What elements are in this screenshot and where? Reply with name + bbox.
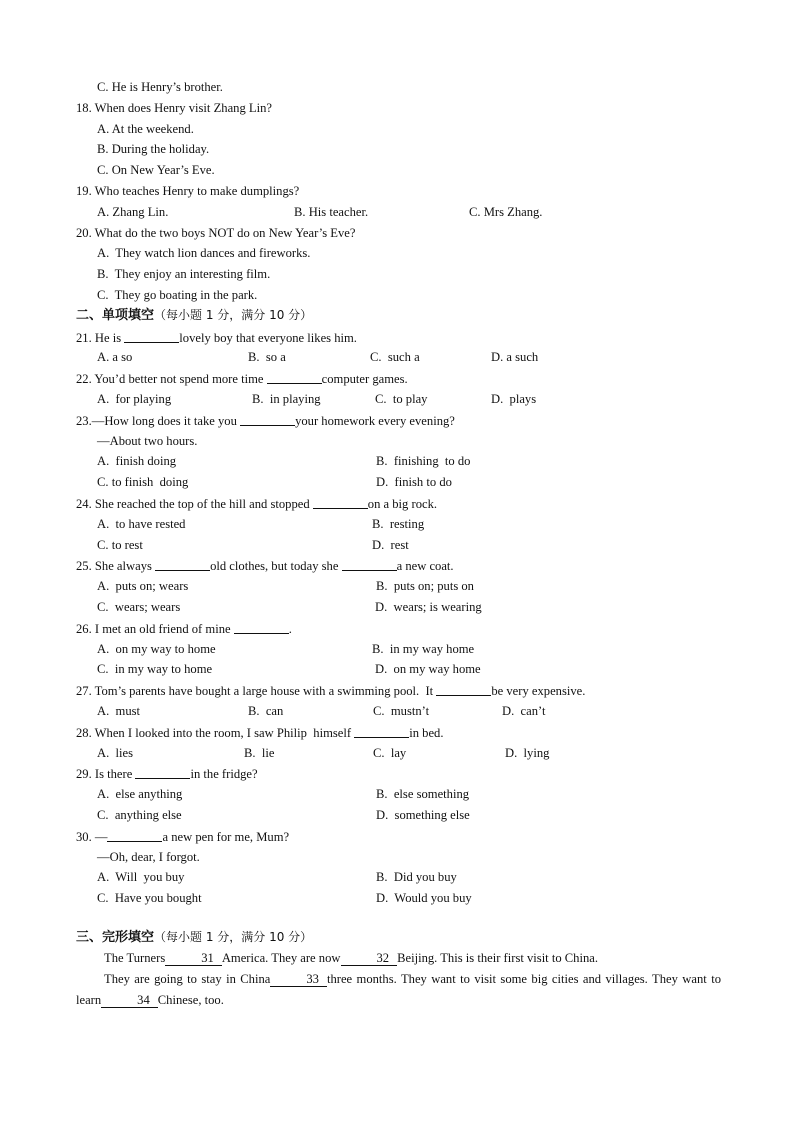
q29-stem — [76, 765, 258, 782]
q18-option-b: B. During the holiday. — [97, 142, 210, 156]
q21-stem — [76, 329, 357, 346]
q30-stem — [76, 828, 289, 845]
q18-option-c: C. On New Year’s Eve. — [97, 163, 215, 177]
q25-blank-1 — [155, 557, 210, 571]
q24-text-pre: 24. She reached the top of the hill and stopped — [76, 497, 313, 511]
q29-option-b: B. else something — [376, 787, 470, 801]
q25-blank-2 — [342, 557, 397, 571]
q21-option-d: D. a such — [491, 350, 539, 364]
q27-text-pre: 27. Tom’s parents have bought a large house with a swimming pool. It — [76, 684, 437, 698]
q21-text-post: lovely boy that everyone likes him. — [179, 331, 357, 345]
q30-option-b: B. Did you buy — [376, 870, 457, 884]
q23-option-d: D. finish to do — [376, 475, 452, 489]
section-2-note: （每小题 1 分，满分 10 分） — [154, 308, 313, 322]
q22-option-b: B. in playing — [252, 392, 321, 406]
q28-option-a: A. lies — [97, 746, 134, 760]
q25-text-mid: old clothes, but today she — [210, 559, 342, 573]
q27-option-a: A. must — [97, 704, 141, 718]
q26-stem — [76, 620, 292, 637]
q30-text-pre: 30. — — [76, 830, 108, 844]
q23-blank — [240, 412, 295, 426]
q25-text-pre: 25. She always — [76, 559, 156, 573]
section-3-heading — [76, 928, 312, 947]
q24-stem — [76, 495, 437, 512]
q28-option-b: B. lie — [244, 746, 275, 760]
q27-stem — [76, 682, 585, 699]
q22-option-d: D. plays — [491, 392, 537, 406]
passage-text: three months. They want to visit some big cities and villages. They want to learn — [76, 972, 721, 1007]
passage-text: The Turners — [104, 951, 166, 965]
q21-option-c: C. such a — [370, 350, 420, 364]
q23-text-pre: 23.—How long does it take you — [76, 414, 241, 428]
q26-blank — [234, 620, 289, 634]
q30-option-a: A. Will you buy — [97, 870, 185, 884]
cloze-blank-32: 32 — [341, 951, 398, 966]
q20-option-b: B. They enjoy an interesting film. — [97, 267, 271, 281]
q26-option-a: A. on my way to home — [97, 642, 216, 656]
q21-option-b: B. so a — [248, 350, 286, 364]
q26-option-d: D. on my way home — [375, 662, 481, 676]
q30-option-c: C. Have you bought — [97, 891, 202, 905]
q28-text-post: in bed. — [409, 726, 444, 740]
q23-option-b: B. finishing to do — [376, 454, 471, 468]
q24-option-c: C. to rest — [97, 538, 143, 552]
q25-option-a: A. puts on; wears — [97, 579, 189, 593]
q26-option-b: B. in my way home — [372, 642, 475, 656]
q21-text-pre: 21. He is — [76, 331, 125, 345]
q25-option-d: D. wears; is wearing — [375, 600, 482, 614]
q30-blank — [107, 828, 162, 842]
section-2-heading — [76, 306, 312, 325]
passage-text: They are going to stay in China — [104, 972, 271, 986]
q29-option-a: A. else anything — [97, 787, 183, 801]
cloze-blank-33: 33 — [270, 972, 327, 987]
q22-text-post: computer games. — [321, 372, 408, 386]
q22-option-a: A. for playing — [97, 392, 172, 406]
q29-text-pre: 29. Is there — [76, 767, 136, 781]
q20-option-a: A. They watch lion dances and fireworks. — [97, 246, 311, 260]
q24-option-d: D. rest — [372, 538, 409, 552]
q19-stem: 19. Who teaches Henry to make dumplings? — [76, 184, 300, 198]
q28-text-pre: 28. When I looked into the room, I saw Philip himself — [76, 726, 355, 740]
q26-text-post: . — [288, 622, 292, 636]
q29-blank — [135, 765, 190, 779]
q29-text-post: in the fridge? — [190, 767, 258, 781]
cloze-blank-34: 34 — [101, 993, 158, 1008]
q27-option-d: D. can’t — [502, 704, 546, 718]
q25-option-c: C. wears; wears — [97, 600, 181, 614]
q27-blank — [436, 682, 491, 696]
q25-option-b: B. puts on; puts on — [376, 579, 474, 593]
q21-option-a: A. a so — [97, 350, 133, 364]
q29-option-c: C. anything else — [97, 808, 182, 822]
q24-option-a: A. to have rested — [97, 517, 186, 531]
q25-stem — [76, 557, 454, 574]
q20-option-c: C. They go boating in the park. — [97, 288, 258, 302]
q18-stem: 18. When does Henry visit Zhang Lin? — [76, 101, 272, 115]
cloze-blank-31: 31 — [165, 951, 222, 966]
passage-text: Chinese, too. — [157, 993, 224, 1007]
q24-blank — [313, 495, 368, 509]
q26-text-pre: 26. I met an old friend of mine — [76, 622, 234, 636]
q23-option-a: A. finish doing — [97, 454, 177, 468]
q21-blank — [124, 329, 179, 343]
section-3-note: （每小题 1 分，满分 10 分） — [154, 930, 313, 944]
q19-option-b: B. His teacher. — [294, 205, 369, 219]
section-3-title: 三、完形填空 — [76, 930, 155, 945]
q28-blank — [354, 724, 409, 738]
q30-reply: —Oh, dear, I forgot. — [97, 850, 200, 864]
q22-stem — [76, 370, 408, 387]
q17-option-c: C. He is Henry’s brother. — [97, 80, 223, 94]
q27-option-b: B. can — [248, 704, 284, 718]
q19-option-a: A. Zhang Lin. — [97, 205, 169, 219]
q25-text-post: a new coat. — [396, 559, 454, 573]
q23-option-c: C. to finish doing — [97, 475, 189, 489]
q20-stem: 20. What do the two boys NOT do on New Year’s Eve? — [76, 226, 356, 240]
q30-text-post: a new pen for me, Mum? — [162, 830, 290, 844]
q28-option-d: D. lying — [505, 746, 550, 760]
q24-text-post: on a big rock. — [367, 497, 438, 511]
q23-stem — [76, 412, 455, 429]
q29-option-d: D. something else — [376, 808, 470, 822]
passage-text: Beijing. This is their first visit to China. — [397, 951, 599, 965]
q28-option-c: C. lay — [373, 746, 407, 760]
q23-reply: —About two hours. — [97, 434, 198, 448]
q18-option-a: A. At the weekend. — [97, 122, 194, 136]
section-2-title: 二、单项填空 — [76, 308, 155, 323]
q22-option-c: C. to play — [375, 392, 428, 406]
q23-text-post: your homework every evening? — [295, 414, 455, 428]
q26-option-c: C. in my way to home — [97, 662, 213, 676]
passage-text: America. They are now — [221, 951, 341, 965]
q19-option-c: C. Mrs Zhang. — [469, 205, 543, 219]
q27-option-c: C. mustn’t — [373, 704, 430, 718]
q22-blank — [267, 370, 322, 384]
q27-text-post: be very expensive. — [491, 684, 586, 698]
q22-text-pre: 22. You’d better not spend more time — [76, 372, 267, 386]
q30-option-d: D. Would you buy — [376, 891, 472, 905]
cloze-passage-2 — [76, 969, 721, 1011]
q28-stem — [76, 724, 443, 741]
cloze-passage — [76, 948, 721, 969]
q24-option-b: B. resting — [372, 517, 425, 531]
